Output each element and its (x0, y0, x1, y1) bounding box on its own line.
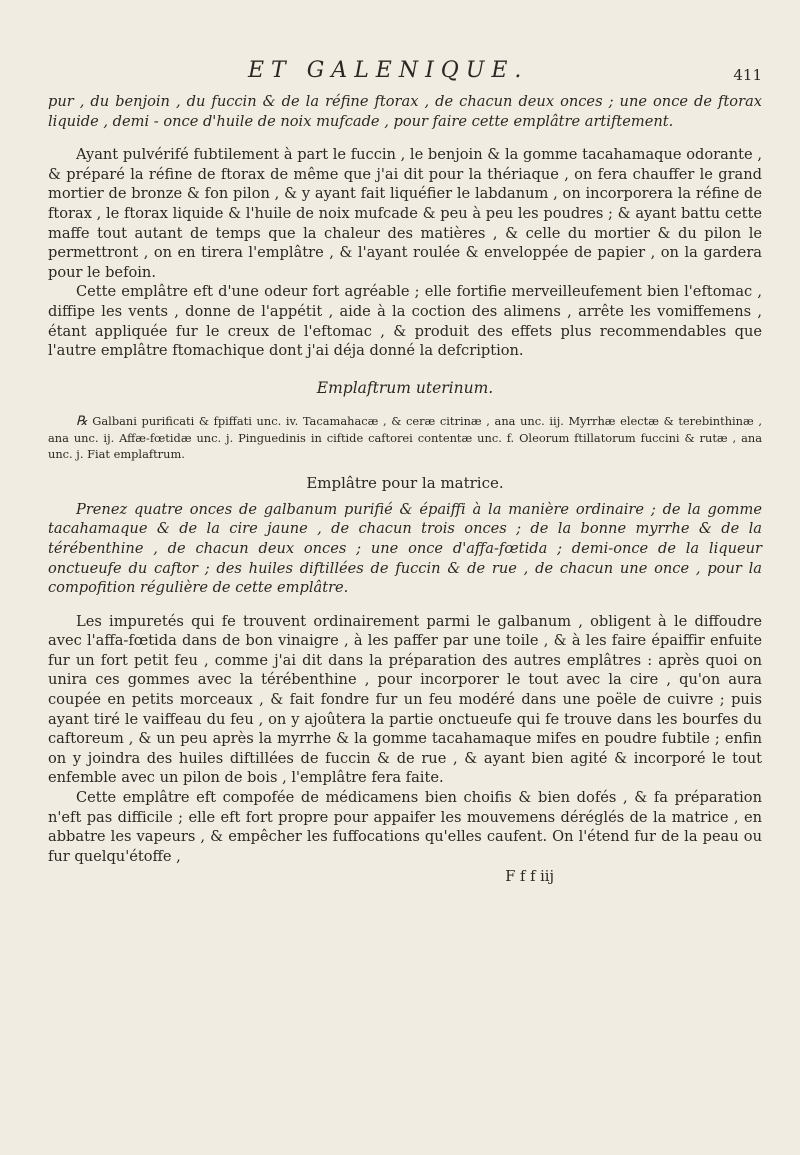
latin-formula-text: Galbani purificati & fpiffati unc. iv. Tacamahacæ , & ceræ citrinæ , ana unc. iij. Myrrhæ electæ & terebinthinæ , ana unc. ij. Affæ-fœtidæ unc. j. Pinguedinis in ciftide caftorei contentæ unc. f. Oleorum ftillatorum fuccini & rutæ , ana unc. j. Fiat emplaftrum. (48, 413, 762, 461)
uses-paragraph: Cette emplâtre eft compofée de médicamens bien choifis & bien dofés , & fa préparation n'eft pas difficile ; elle eft fort propre pour appaifer les mouvemens déréglés de la matrice , en abbatre les vapeurs , & empêcher les fuffocations qu'elles caufent. On l'étend fur de la peau ou fur quelqu'étoffe , (48, 789, 762, 865)
signature-mark: F f f iij (505, 868, 554, 886)
recipe-symbol: ℞ (76, 413, 88, 429)
page-header (48, 58, 762, 92)
running-head: ET GALENIQUE. (248, 58, 529, 83)
intro-italic-text: pur , du benjoin , du fuccin & de la réfine ftorax , de chacun deux onces ; une once de ftorax liquide , demi - once d'huile de noix mufcade , pour faire cette emplâtre artiftement. (48, 93, 762, 130)
recipe-italic-text: Prenez quatre onces de galbanum purifié & épaiffi à la manière ordinaire ; de la gomme tacahamaque & de la cire jaune , de chacun trois onces ; de la bonne myrrhe & de la térébenthine , de chacun deux onces ; une once d'affa-fœtida ; demi-once de la liqueur onctueufe du caftor ; des huiles diftillées de fuccin & de rue , de chacun une once , pour la compofition régulière de cette emplâtre. (48, 500, 762, 597)
preparation-paragraph: Ayant pulvérifé fubtilement à part le fuccin , le benjoin & la gomme tacahamaque odorante , & préparé la réfine de ftorax de même que j'ai dit pour la thériaque , on fera chauffer le grand mortier de bronze & fon pilon , & y ayant fait liquéfier le labdanum , on incorporera la réfine de ftorax , le ftorax liquide & l'huile de noix mufcade & peu à peu les poudres ; & ayant battu cette maffe tout autant de temps que la chaleur des matières , & celle du mortier & du pilon le permettront , on en tirera l'emplâtre , & l'ayant roulée & enveloppée de papier , on la gardera pour le befoin. (48, 146, 762, 281)
virtues-paragraph: Cette emplâtre eft d'une odeur fort agréable ; elle fortifie merveilleufement bien l'eftomac , diffipe les vents , donne de l'appétit , aide à la coction des alimens , arrête les vomiffemens , étant appliquée fur le creux de l'eftomac , & produit des effets plus recommendables que l'autre emplâtre ftomachique dont j'ai déja donné la defcription. (48, 283, 762, 360)
method-paragraph: Les impuretés qui fe trouvent ordinairement parmi le galbanum , obligent à le diffoudre avec l'affa-fœtida dans de bon vinaigre , à les paffer par une toile , & à les faire épaiffir enfuite fur un fort petit feu , comme j'ai dit dans la préparation des autres emplâtres : après quoi on unira ces gommes avec la térébenthine , pour incorporer le tout avec la cire , qu'on aura coupée en petits morceaux , & fait fondre fur un feu modéré dans une poële de cuivre ; puis ayant tiré le vaiffeau du feu , on y ajoûtera la partie onctueufe qui fe trouve dans les bourfes du caftoreum , & un peu après la myrrhe & la gomme tacahamaque mifes en poudre fubtile ; enfin on y joindra des huiles diftillées de fuccin & de rue , & ayant bien agité & incorporé le tout enfemble avec un pilon de bois , l'emplâtre fera faite. (48, 612, 762, 787)
latin-formula (48, 413, 762, 462)
french-title: Emplâtre pour la matrice. (306, 473, 504, 492)
latin-title: Emplaftrum uterinum. (316, 378, 494, 397)
page-number: 411 (733, 66, 762, 84)
